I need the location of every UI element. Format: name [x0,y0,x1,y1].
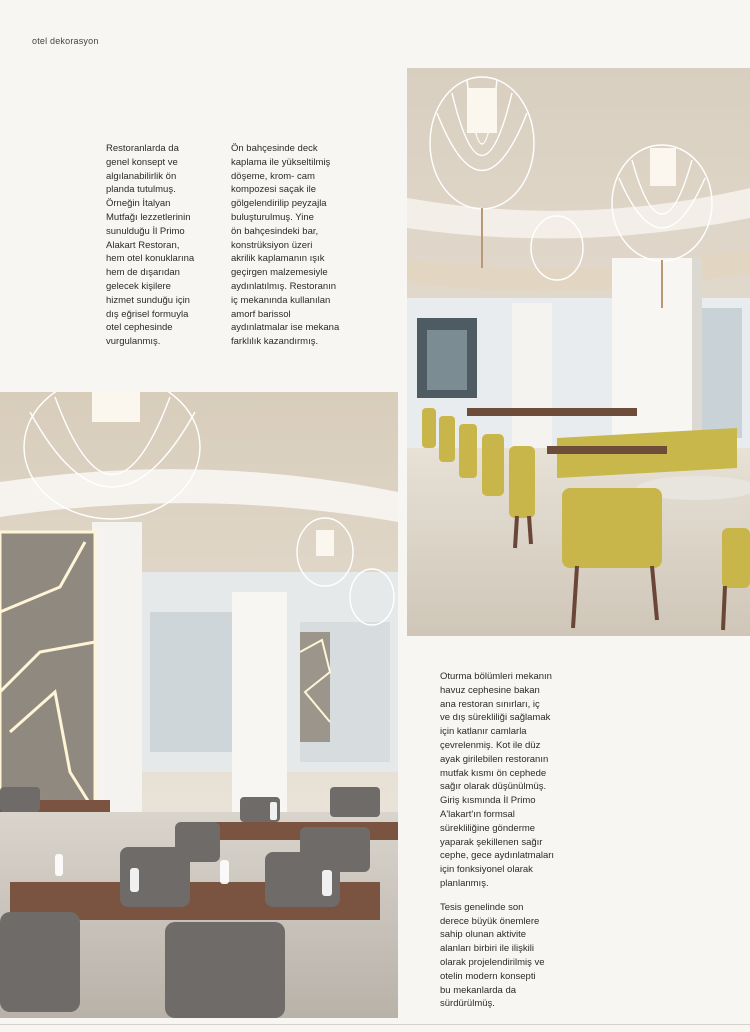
restaurant-photo-yellow-chairs [407,68,750,636]
page-bottom-rule [0,1024,750,1025]
article-column-2 [231,142,366,359]
restaurant-photo-gray-chairs [0,392,398,1018]
section-header: otel dekorasyon [32,36,99,46]
article-paragraph: Oturma bölümleri mekanın havuz cephesine bakan ana restoran sınırları, iç ve dış sürekliliği sağlamak için katlanır camlarla çevrelenmiş. Kot ile düz ayak girilebilen restoranın mutfak kısmı ön cephede sağır olarak düşünülmüş. Giriş kısmında İl Primo A'lakart'ın formsal sürekliliğine gönderme yaparak şekillenen sağır cephe, gece aydınlatmaları için fonksiyonel olarak planlanmış. [440,671,555,889]
article-paragraph: Tesis genelinde son derece büyük önemlere sahip olunan aktivite alanları birbiri ile ilişkili olarak projelendirilmiş ve otelin modern konsepti bu mekanlarda da sürdürülmüş. [440,901,545,1010]
article-paragraph: Restoranlarda da genel konsept ve algılanabilirlik ön planda tutulmuş. Örneğin İtalyan Mutfağı lezzetlerinin sunulduğu İl Primo Alakart Restoran, hem otel konuklarına hem de dışarıdan gelecek kişilere hizmet sunduğu için dış eğrisel formuyla otel cephesinde vurgulanmış. [106,143,195,348]
article-column-1 [106,142,226,359]
article-column-3 [440,670,590,1021]
article-paragraph: Ön bahçesinde deck kaplama ile yükseltilmiş döşeme, krom- cam kompozesi saçak ile gölgelendirilip peyzajla buluşturulmuş. Yine ön bahçesindeki bar, konstrüksiyon üzeri akrilik kaplamanın ışık geçirgen malzemesiyle aydınlatılmış. Restoranın iç mekanında kullanılan amorf barissol aydınlatmalar ise mekana farklılık kazandırmış. [231,143,340,348]
